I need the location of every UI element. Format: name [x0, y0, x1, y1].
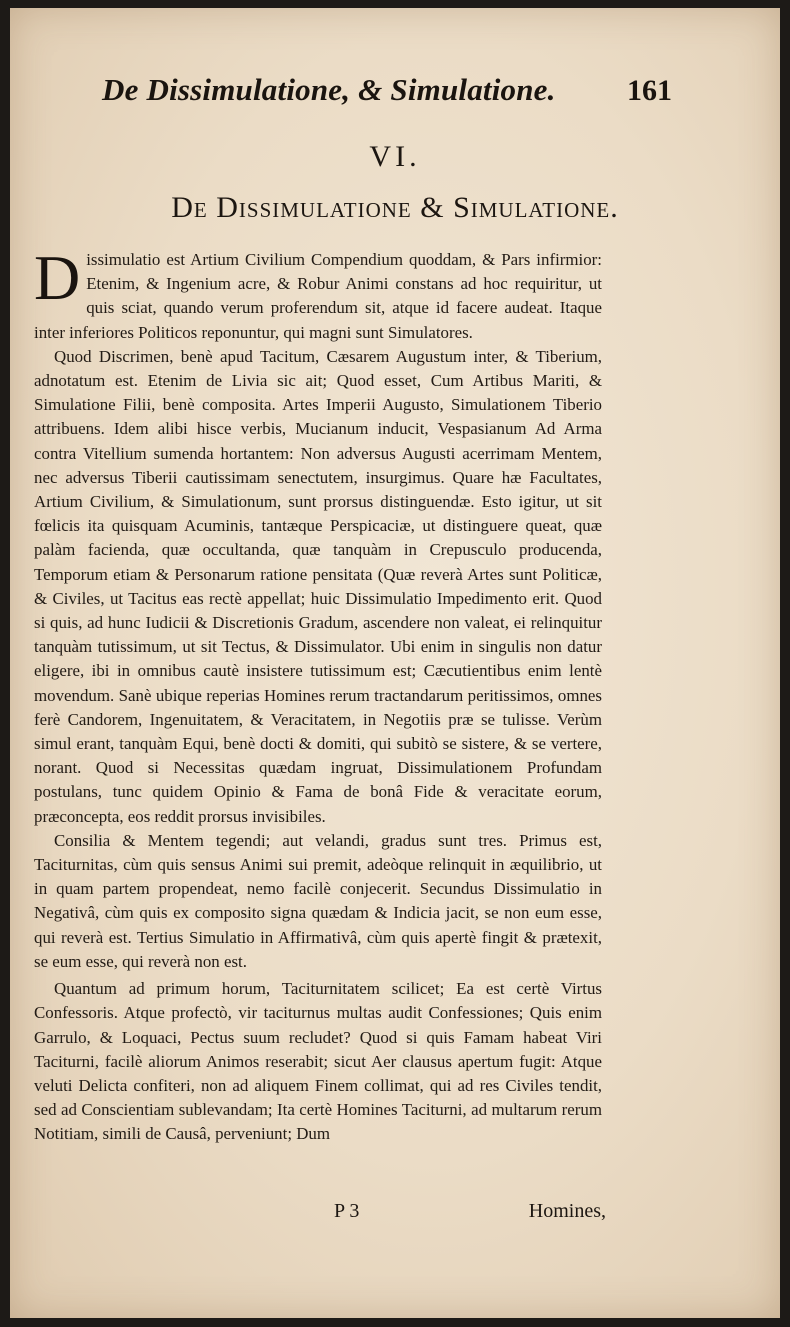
paragraph-4: Quantum ad primum horum, Taciturnitatem scilicet; Ea est certè Virtus Confessoris. Atque profectò, vir taciturnus multas audit Confessiones; Quis enim Garrulo, & Loquaci, Pectus suum recludet? Quod si quis Famam habeat Viri Taciturni, facilè aliorum Animos reserabit; sicut Aer clausus apertum fugit: Atque veluti Delicta confiteri, non ad aliquem Finem collimat, qui ad res Civiles tendit, sed ad Conscientiam sublevandam; Ita certè Homines Taciturni, ad multarum rerum Notitiam, simili de Causâ, perveniunt; Dum — [34, 979, 602, 1144]
drop-cap: D — [34, 242, 81, 313]
paragraph-1-text: issimulatio est Artium Civilium Compendium quoddam, & Pars infirmior: Etenim, & Ingenium acre, & Robur Animi constans ad hoc requiritur, ut quis sciat, quando verum proferendum sit, atque id facere audeat. Itaque inter inferiores Politicos reponuntur, qui magni sunt Simulatores. — [34, 250, 602, 342]
chapter-title: De Dissimulatione & Simulatione. — [171, 191, 619, 224]
paragraph-2: Quod Discrimen, benè apud Tacitum, Cæsarem Augustum inter, & Tiberium, adnotatum est. Etenim de Livia sic ait; Quod esset, Cum Artibus Mariti, & Simulatione Filii, benè composita. Artes Imperii Augusto, Simulationem Tiberio attribuens. Idem alibi hisce verbis, Mucianum inducit, Vespasianum Ad Arma contra Vitellium sumenda hortantem: Non adversus Augusti acerrimam Mentem, nec adversus Tiberii cautissimam senectutem, insurgimus. Quare hæ Facultates, Artium Civilium, & Simulationum, sunt prorsus distinguendæ. Esto igitur, ut sit fœlicis ita quisquam Acuminis, tantæque Perspicaciæ, ut distinguere queat, quæ palàm facienda, quæ occultanda, quæ tanquàm in Crepusculo producenda, Temporum etiam & Personarum ratione pensitata (Quæ reverà Artes sunt Politicæ, & Civiles, ut Tacitus eas rectè appellat; huic Dissimulatio Impedimento erit. Quod si quis, ad hunc Iudicii & Discretionis Gradum, ascendere non valeat, ei relinquitur tanquàm tutissimum, ut sit Tectus, & Dissimulator. Ubi enim in singulis non datur eligere, ibi in omnibus cautè insistere tutissimum est; Cæcutientibus enim lentè movendum. Sanè ubique reperias Homines rerum tractandarum peritissimos, omnes ferè Candorem, Ingenuitatem, & Veracitatem, in Negotiis præ se tulisse. Verùm simul erant, tanquàm Equi, benè docti & domiti, qui subitò se sistere, & se vertere, norant. Quod si Necessitas quædam ingruat, Dissimulationem Profundam postulans, tunc quidem Opinio & Fama de bonâ Fide & veracitate eorum, præconcepta, eos reddit prorsus invisibiles. — [34, 346, 602, 826]
page-number: 161 — [627, 74, 672, 107]
page-header — [102, 72, 672, 112]
body-text — [34, 242, 602, 1147]
signature-mark: P 3 — [334, 1200, 360, 1222]
section-number: VI. — [369, 140, 421, 173]
running-head: De Dissimulatione, & Simulatione. — [102, 72, 556, 107]
page-footer — [334, 1200, 606, 1230]
book-page — [10, 8, 780, 1318]
catchword: Homines, — [528, 1200, 606, 1222]
paragraph-1 — [34, 242, 602, 345]
paragraph-3: Consilia & Mentem tegendi; aut velandi, gradus sunt tres. Primus est, Taciturnitas, cùm quis sensus Animi sui premit, adeòque relinquit in æquilibrio, ut in quam partem propendeat, nemo facilè conjecerit. Secundus Dissimulatio in Negativâ, cùm quis ex composito signa quædam & Indicia jacit, se non eum esse, qui reverà est. Tertius Simulatio in Affirmativâ, cùm quis apertè fingit & prætexit, se eum esse, qui reverà non est. — [34, 830, 602, 971]
